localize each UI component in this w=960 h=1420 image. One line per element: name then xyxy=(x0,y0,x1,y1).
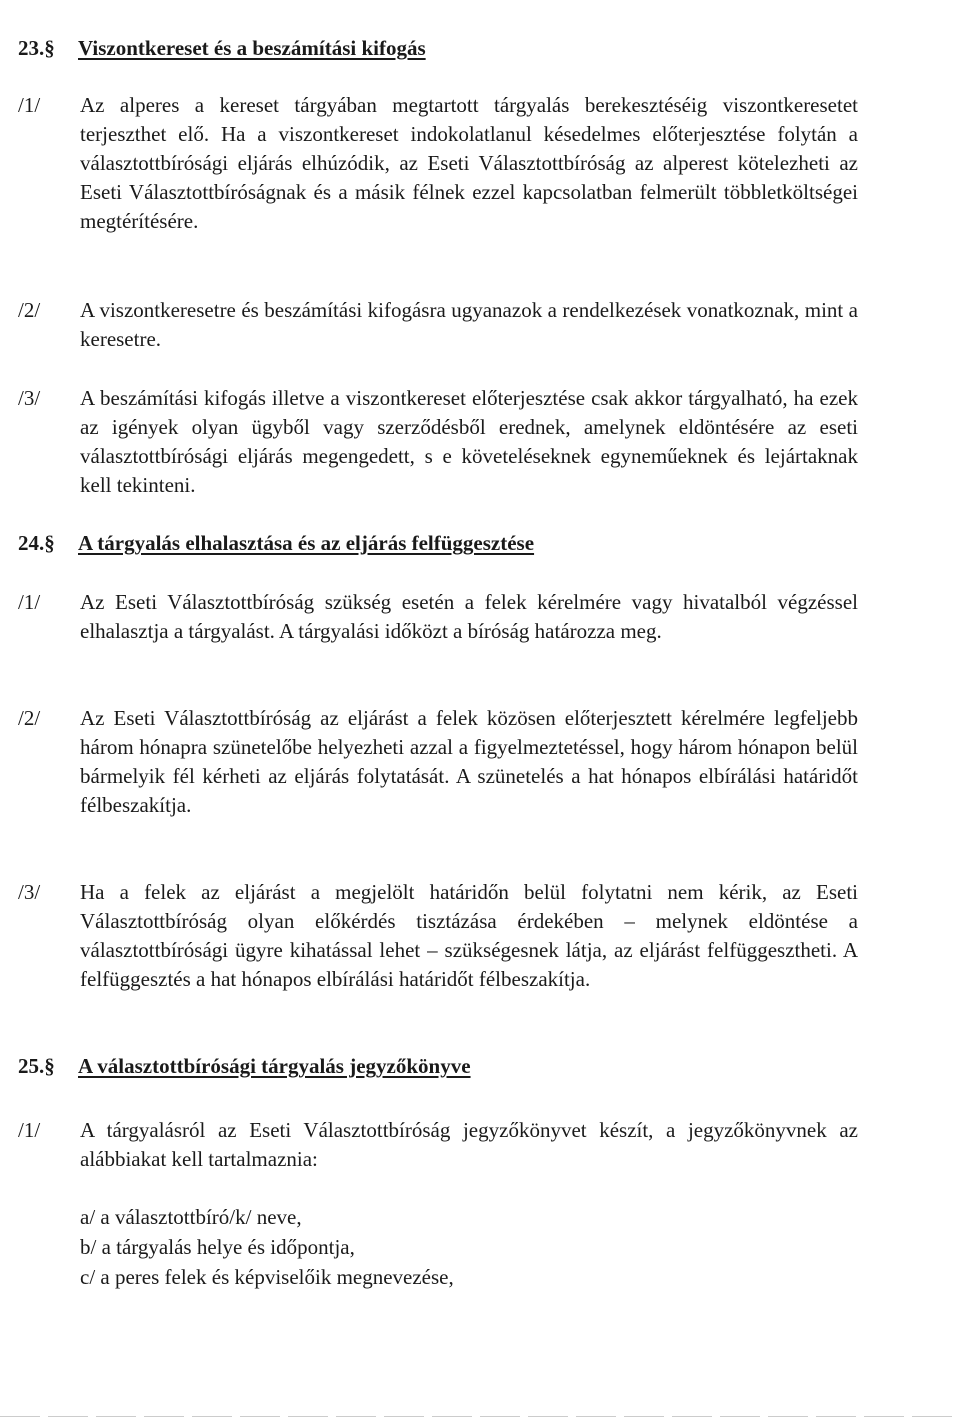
section-title: A választottbírósági tárgyalás jegyzőkönyve xyxy=(78,1054,471,1078)
section-title: A tárgyalás elhalasztása és az eljárás felfüggesztése xyxy=(78,531,535,555)
paragraph-marker: /1/ xyxy=(18,1118,41,1142)
paragraph-23-2 xyxy=(18,296,858,354)
paragraph-24-2 xyxy=(18,704,858,820)
list-item: b/ a tárgyalás helye és időpontja, xyxy=(80,1235,355,1259)
section-number: 24.§ xyxy=(18,531,55,555)
section-number: 23.§ xyxy=(18,36,55,60)
paragraph-text: Ha a felek az eljárást a megjelölt határidőn belül folytatni nem kérik, az Eseti Választottbíróság olyan előkérdés tisztázása érdekében – melynek eldöntése a választottbírósági ügyre kihatással lehet – szükségesnek látja, az eljárást felfüggesztheti. A felfüggesztés a hat hónapos elbírálási határidőt félbeszakítja. xyxy=(80,880,858,991)
section-heading-25 xyxy=(18,1054,471,1079)
section-heading-23 xyxy=(18,36,426,61)
paragraph-marker: /3/ xyxy=(18,880,41,904)
paragraph-marker: /3/ xyxy=(18,386,41,410)
paragraph-marker: /2/ xyxy=(18,706,41,730)
paragraph-text: A viszontkeresetre és beszámítási kifogásra ugyanazok a rendelkezések vonatkoznak, mint a keresetre. xyxy=(80,298,858,351)
paragraph-24-3 xyxy=(18,878,858,994)
scan-edge-line xyxy=(0,1416,960,1417)
paragraph-24-1 xyxy=(18,588,858,646)
paragraph-marker: /1/ xyxy=(18,93,41,117)
section-title: Viszontkereset és a beszámítási kifogás xyxy=(78,36,426,60)
paragraph-text: A tárgyalásról az Eseti Választottbíróság jegyzőkönyvet készít, a jegyzőkönyvnek az alábbiakat kell tartalmaznia: xyxy=(80,1118,858,1171)
list-item: c/ a peres felek és képviselőik megnevezése, xyxy=(80,1265,454,1289)
paragraph-marker: /1/ xyxy=(18,590,41,614)
paragraph-text: Az alperes a kereset tárgyában megtartott tárgyalás berekesztéséig viszontkeresetet terjeszthet elő. Ha a viszontkereset indokolatlanul késedelmes előterjesztése folytán a választottbírósági eljárás elhúzódik, az Eseti Választottbíróság az alperest kötelezheti az Eseti Választottbíróságnak és a másik félnek ezzel kapcsolatban felmerült többletköltségei megtérítésére. xyxy=(80,93,858,233)
paragraph-marker: /2/ xyxy=(18,298,41,322)
paragraph-23-3 xyxy=(18,384,858,500)
item-list xyxy=(80,1202,454,1292)
paragraph-23-1 xyxy=(18,91,858,236)
paragraph-text: Az Eseti Választottbíróság az eljárást a felek közösen előterjesztett kérelmére legfeljebb három hónapra szünetelőbe helyezheti azzal a figyelmeztetéssel, hogy három hónapon belül bármelyik fél kérheti az eljárás folytatását. A szünetelés a hat hónapos elbírálási határidőt félbeszakítja. xyxy=(80,706,858,817)
paragraph-25-1 xyxy=(18,1116,858,1174)
section-number: 25.§ xyxy=(18,1054,55,1078)
section-heading-24 xyxy=(18,531,534,556)
list-item: a/ a választottbíró/k/ neve, xyxy=(80,1205,302,1229)
paragraph-text: A beszámítási kifogás illetve a viszontkereset előterjesztése csak akkor tárgyalható, ha ezek az igények olyan ügyből vagy szerződésből erednek, amelynek eldöntésére az eseti választottbírósági eljárás megengedett, s e követeléseknek egyneműeknek és lejártaknak kell tekinteni. xyxy=(80,386,858,497)
paragraph-text: Az Eseti Választottbíróság szükség esetén a felek kérelmére vagy hivatalból végzéssel elhalasztja a tárgyalást. A tárgyalási időközt a bíróság határozza meg. xyxy=(80,590,858,643)
